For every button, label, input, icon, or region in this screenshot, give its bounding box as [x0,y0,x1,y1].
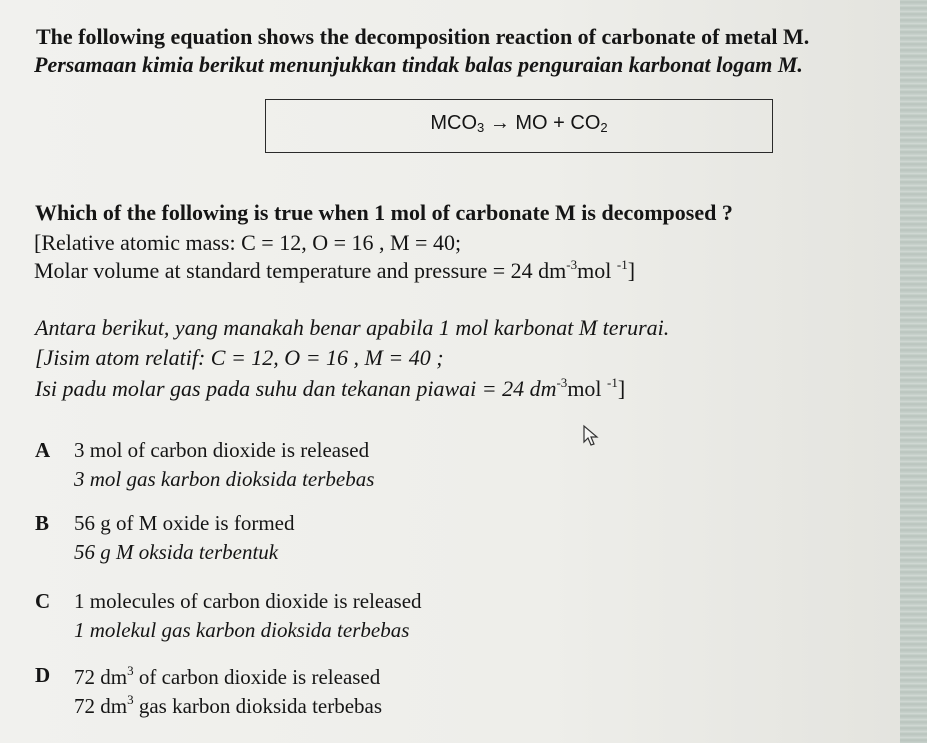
option-b-letter[interactable]: B [35,511,50,535]
molar-volume-text: Molar volume at standard temperature and pressure = 24 dm [34,258,567,283]
question-malay: Antara berikut, yang manakah benar apabila 1 mol karbonat M terurai. [35,315,670,340]
intro-malay: Persamaan kimia berikut menunjukkan tindak balas penguraian karbonat logam M. [34,52,803,77]
intro-english: The following equation shows the decomposition reaction of carbonate of metal M. [36,24,810,49]
mouse-cursor-icon [582,424,600,448]
molar-volume-english [34,257,635,284]
exponent: 3 [127,663,134,678]
bracket: ] [617,376,626,401]
page-edge [900,0,927,743]
option-d-text: of carbon dioxide is released [133,665,381,689]
product-carbon-dioxide: CO [570,112,601,134]
relative-atomic-mass-english: [Relative atomic mass: C = 12, O = 16 , M = 40; [34,230,462,255]
option-d-malay[interactable] [74,692,382,719]
option-c-english[interactable]: 1 molecules of carbon dioxide is released [74,589,422,613]
reactant: MCO [430,112,478,134]
reactant-subscript: 3 [477,120,485,135]
volume-value: 72 dm [74,694,128,718]
option-a-english[interactable]: 3 mol of carbon dioxide is released [74,438,370,462]
exponent: -1 [607,375,618,390]
exponent: -1 [616,257,628,272]
option-d-text: gas karbon dioksida terbebas [133,694,383,718]
equation-box [265,99,773,153]
option-d-english[interactable] [74,663,380,690]
option-a-letter[interactable]: A [35,438,51,462]
bracket: ] [627,258,636,283]
product-subscript: 2 [600,120,608,135]
question-english: Which of the following is true when 1 mol of carbonate M is decomposed ? [35,200,733,225]
volume-value: 72 dm [74,665,128,689]
option-c-letter[interactable]: C [35,589,51,613]
exponent: 3 [127,692,134,707]
relative-atomic-mass-malay: [Jisim atom relatif: C = 12, O = 16 , M = 40 ; [35,345,444,370]
chemical-equation [266,112,772,135]
option-c-malay[interactable]: 1 molekul gas karbon dioksida terbebas [74,618,410,642]
mol-unit: mol [577,258,617,283]
option-d-letter[interactable]: D [35,663,51,687]
exponent: -3 [566,257,578,272]
mol-unit: mol [567,376,608,401]
exponent: -3 [556,375,568,390]
option-b-english[interactable]: 56 g of M oxide is formed [74,511,295,535]
product-metal-oxide: MO [515,112,548,134]
plus-sign: + [553,112,565,134]
molar-volume-malay [35,375,625,402]
molar-volume-text: Isi padu molar gas pada suhu dan tekanan piawai = 24 dm [35,376,557,401]
arrow-icon: → [489,112,510,134]
option-a-malay[interactable]: 3 mol gas karbon dioksida terbebas [74,467,375,491]
option-b-malay[interactable]: 56 g M oksida terbentuk [74,540,279,564]
